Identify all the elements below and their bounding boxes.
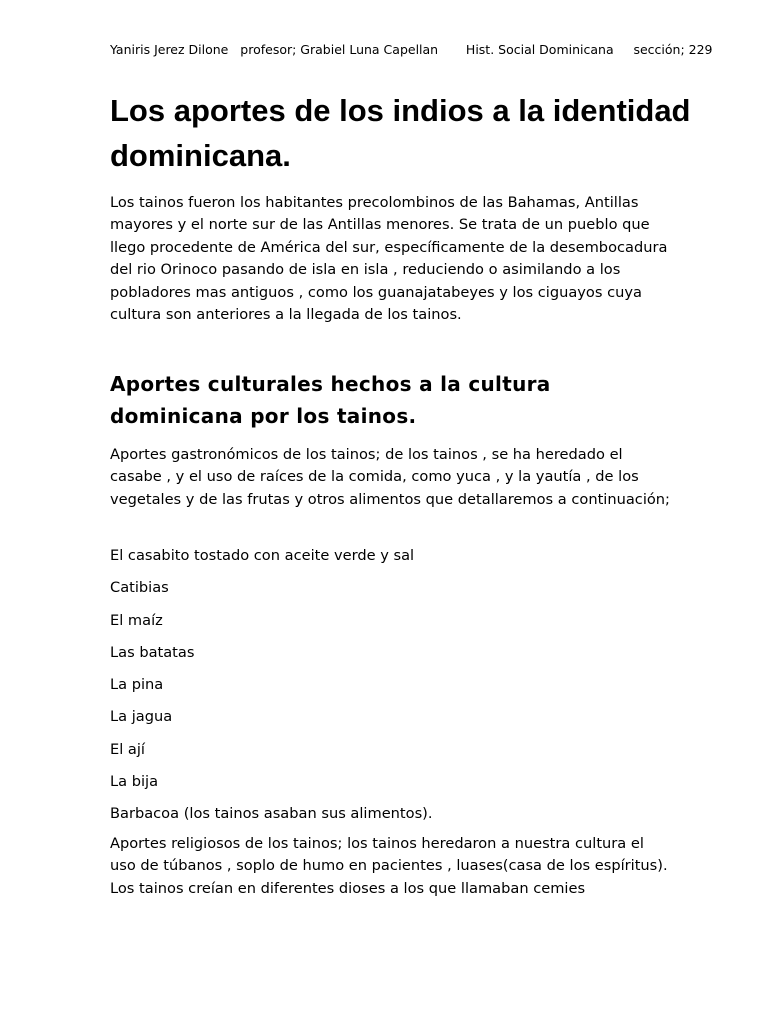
list-item: El maíz [110,611,163,629]
document-header: Yaniris Jerez Dilone profesor; Grabiel Luna Capellan Hist. Social Dominicana sección; 229 [110,42,713,57]
list-item: La jagua [110,708,173,726]
food-list [110,545,433,836]
list-item: La bija [110,773,159,791]
list-item: La pina [110,676,164,694]
list-item: Catibias [110,579,169,597]
list-item: Las batatas [110,643,195,661]
list-item: El ají [110,740,145,758]
list-item: El casabito tostado con aceite verde y sal [110,547,415,564]
gastronomy-paragraph: Aportes gastronómicos de los tainos; de los tainos , se ha heredado el casabe , y el uso de raíces de la comida, como yuca , y la yautía , de los vegetales y de las frutas y otros alimentos que detallaremos a continuación; [110,446,670,508]
document-title: Los aportes de los indios a la identidad dominicana. [110,93,691,173]
intro-paragraph: Los tainos fueron los habitantes precolombinos de las Bahamas, Antillas mayores y el norte sur de las Antillas menores. Se trata de un pueblo que llego procedente de América del sur, específicamente de la desembocadura del rio Orinoco pasando de isla en isla , reduciendo o asimilando a los pobladores mas antiguos , como los guanajatabeyes y los ciguayos cuya cultura son anteriores a la llegada de los tainos. [110,194,668,324]
list-item: Barbacoa (los tainos asaban sus alimentos). [110,805,433,823]
section-heading: Aportes culturales hechos a la cultura dominicana por los tainos. [110,372,551,428]
religion-paragraph: Aportes religiosos de los tainos; los tainos heredaron a nuestra cultura el uso de túbanos , soplo de humo en pacientes , luases(casa de los espíritus). Los tainos creían en diferentes dioses a los que llamaban cemies [110,835,668,897]
